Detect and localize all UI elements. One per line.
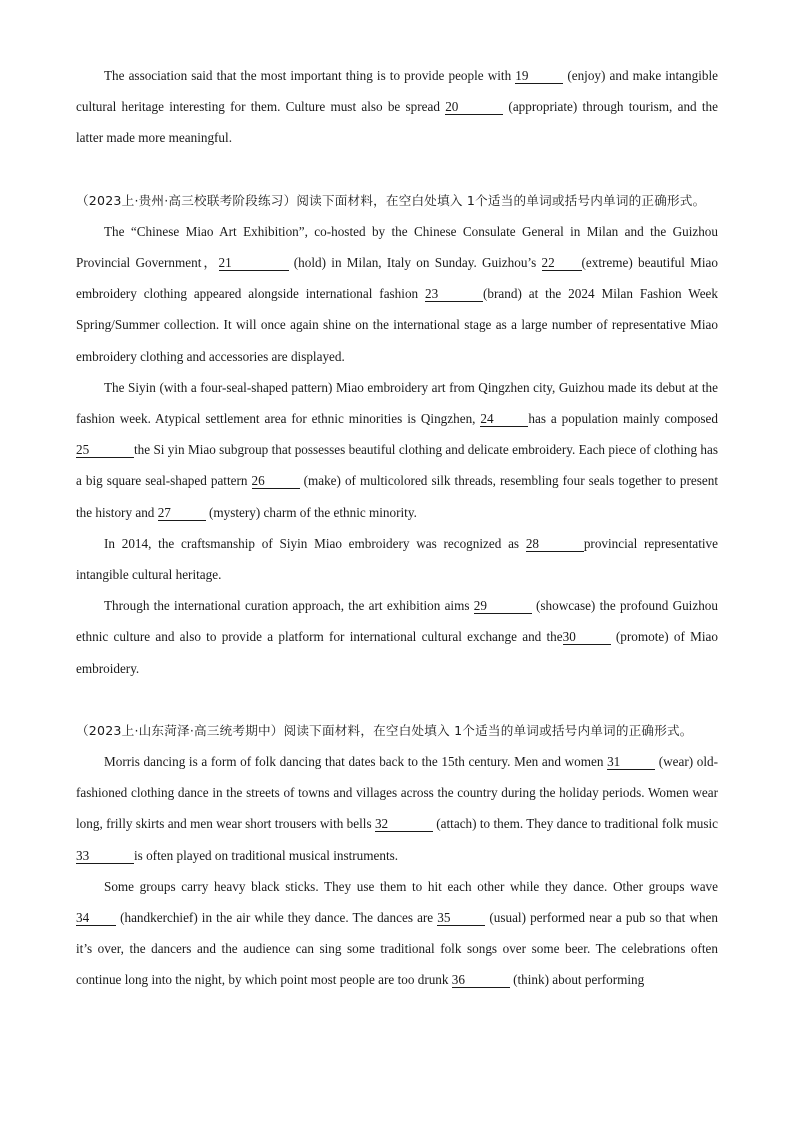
text-run: The “Chinese Miao Art Exhibition”, co-hosted by the Chinese Consulate General in Milan and the Guizhou Provincial Government， (76, 223, 718, 271)
text-run: has a population mainly composed (528, 411, 718, 427)
blank-33[interactable]: 33 (76, 849, 134, 864)
blank-27[interactable]: 27 (158, 506, 206, 521)
section-spacer (76, 154, 718, 185)
section-spacer (76, 684, 718, 715)
text-run: (showcase) the profound Guizhou ethnic culture and also to provide a platform for international cultural exchange and the (76, 598, 718, 645)
blank-32[interactable]: 32 (375, 817, 433, 832)
text-run: (handkerchief) in the air while they dance. The dances are (116, 910, 438, 926)
paragraph-association (76, 60, 718, 154)
text-run: (extreme) beautiful Miao embroidery clothing appeared alongside international fashion (76, 255, 718, 302)
paragraph-siyin-embroidery (76, 372, 718, 528)
text-run: (enjoy) and make intangible cultural heritage interesting for them. Culture must also be spread (76, 68, 718, 115)
blank-30[interactable]: 30 (563, 630, 611, 645)
blank-29[interactable]: 29 (474, 599, 532, 614)
text-run: (appropriate) through tourism, and the latter made more meaningful. (76, 99, 718, 146)
text-run: Through the international curation approach, the art exhibition aims (104, 598, 474, 614)
blank-36[interactable]: 36 (452, 973, 510, 988)
paragraph-sticks (76, 871, 718, 996)
paragraph-craftsmanship (76, 528, 718, 590)
blank-21[interactable]: 21 (219, 256, 289, 271)
blank-31[interactable]: 31 (607, 755, 655, 770)
document-page (76, 60, 718, 996)
text-run: In 2014, the craftsmanship of Siyin Miao embroidery was recognized as (104, 535, 526, 551)
blank-22[interactable]: 22 (542, 256, 582, 271)
blank-35[interactable]: 35 (437, 911, 485, 926)
text-run: (mystery) charm of the ethnic minority. (205, 504, 417, 520)
section-heading-shandong: （2023上·山东菏泽·高三统考期中）阅读下面材料，在空白处填入 1个适当的单词或括号内单词的正确形式。 (76, 722, 693, 738)
paragraph-curation (76, 590, 718, 684)
blank-25[interactable]: 25 (76, 443, 134, 458)
section-heading-guizhou: （2023上·贵州·高三校联考阶段练习）阅读下面材料，在空白处填入 1个适当的单词或括号内单词的正确形式。 (76, 192, 706, 208)
paragraph-morris-dancing (76, 746, 718, 871)
paragraph-miao-exhibition (76, 216, 718, 372)
blank-26[interactable]: 26 (252, 474, 300, 489)
text-run: (promote) of Miao embroidery. (76, 629, 718, 676)
text-run: (make) of multicolored silk threads, resembling four seals together to present the history and (76, 473, 718, 520)
blank-19[interactable]: 19 (515, 69, 563, 84)
blank-28[interactable]: 28 (526, 537, 584, 552)
blank-34[interactable]: 34 (76, 911, 116, 926)
blank-23[interactable]: 23 (425, 287, 483, 302)
blank-20[interactable]: 20 (445, 100, 503, 115)
text-run: is often played on traditional musical instruments. (134, 847, 399, 863)
text-run: (usual) performed near a pub so that when it’s over, the dancers and the audience can sing some traditional folk songs over some beer. The celebrations often continue long into the night, by which point most people are too drunk (76, 910, 718, 988)
text-run: the Si yin Miao subgroup that possesses beautiful clothing and delicate embroidery. Each piece of clothing has a big square seal-shaped pattern (76, 442, 718, 489)
text-run: The Siyin (with a four-seal-shaped pattern) Miao embroidery art from Qingzhen city, Guizhou made its debut at the fashion week. Atypical settlement area for ethnic minorities is Qingzhen, (76, 379, 718, 427)
text-run: Morris dancing is a form of folk dancing that dates back to the 15th century. Men and women (104, 754, 608, 770)
text-run: (attach) to them. They dance to traditional folk music (432, 816, 718, 832)
text-run: (think) about performing (509, 972, 645, 988)
text-run: provincial representative intangible cultural heritage. (76, 535, 718, 583)
text-run: (brand) at the 2024 Milan Fashion Week Spring/Summer collection. It will once again shine on the international stage as a large number of representative Miao embroidery clothing and accessories are displayed. (76, 286, 718, 364)
text-run: The association said that the most important thing is to provide people with (104, 68, 516, 83)
blank-24[interactable]: 24 (480, 412, 528, 427)
text-run: (wear) old-fashioned clothing dance in the streets of towns and villages across the country during the holiday periods. Women wear long, frilly skirts and men wear short trousers with bells (76, 754, 718, 832)
text-run: Some groups carry heavy black sticks. They use them to hit each other while they dance. Other groups wave (104, 878, 718, 894)
text-run: (hold) in Milan, Italy on Sunday. Guizhou’s (288, 255, 542, 271)
